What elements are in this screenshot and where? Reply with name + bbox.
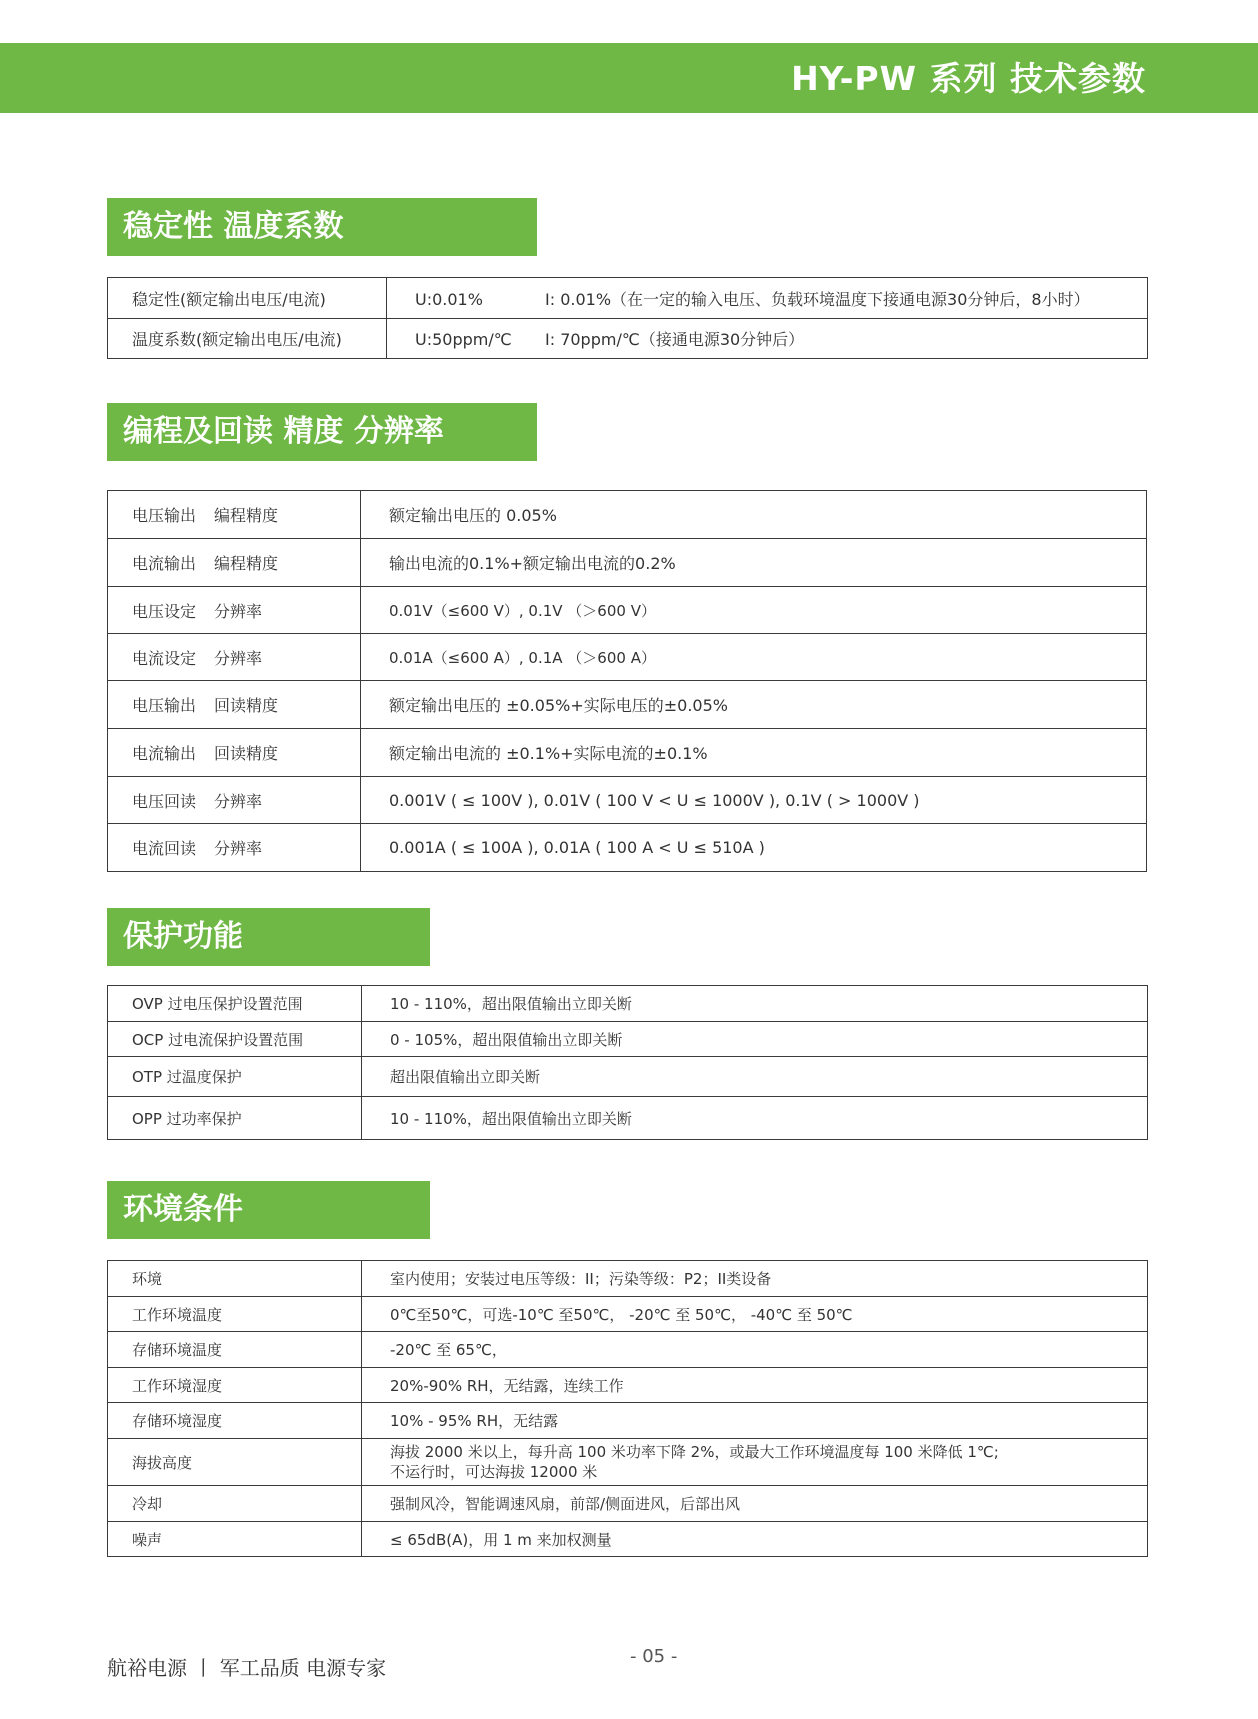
table-row [108,1022,1148,1057]
table-row [108,1297,1148,1332]
protection-label: OVP 过电压保护设置范围 [108,986,362,1022]
protection-label: OCP 过电流保护设置范围 [108,1022,362,1057]
protection-value: 10 - 110%，超出限值输出立即关断 [362,986,1148,1022]
prog-value: 0.001A ( ≤ 100A ), 0.01A ( 100 A < U ≤ 510A ) [361,824,1147,872]
env-label: 工作环境湿度 [108,1368,362,1403]
env-value: 10% - 95% RH，无结露 [362,1403,1148,1439]
env-label: 冷却 [108,1486,362,1522]
table-row [108,1097,1148,1140]
environment-table [107,1260,1148,1557]
env-value-line: 不运行时，可达海拔 12000 米 [390,1463,598,1481]
env-label: 工作环境温度 [108,1297,362,1332]
prog-label: 电流设定 分辨率 [108,634,361,681]
table-row [108,539,1147,587]
table-row [108,634,1147,681]
prog-label: 电压输出 回读精度 [108,681,361,729]
env-value: 室内使用；安装过电压等级：II；污染等级：P2；II类设备 [362,1261,1148,1297]
env-label: 海拔高度 [108,1439,362,1486]
env-value: 强制风冷，智能调速风扇，前部/侧面进风，后部出风 [362,1486,1148,1522]
protection-label: OPP 过功率保护 [108,1097,362,1140]
page-number: - 05 - [630,1646,678,1667]
prog-value: 额定输出电压的 0.05% [361,491,1147,539]
env-value: -20℃ 至 65℃， [362,1332,1148,1368]
stability-table [107,277,1148,359]
programming-table [107,490,1147,872]
table-row [108,1332,1148,1368]
section-heading-environment: 环境条件 [107,1181,430,1239]
section-heading-protection: 保护功能 [107,908,430,966]
env-value-line: 海拔 2000 米以上，每升高 100 米功率下降 2%，或最大工作环境温度每 100 米降低 1℃; [390,1443,999,1461]
env-label: 存储环境温度 [108,1332,362,1368]
table-row [108,1261,1148,1297]
temp-coef-i: I: 70ppm/℃（接通电源30分钟后） [545,330,805,349]
prog-value: 输出电流的0.1%+额定输出电流的0.2% [361,539,1147,587]
stability-i: I: 0.01%（在一定的输入电压、负载环境温度下接通电源30分钟后，8小时） [545,289,1090,309]
protection-value: 超出限值输出立即关断 [362,1057,1148,1097]
prog-label: 电流输出 回读精度 [108,729,361,777]
page-title: HY-PW 系列 技术参数 [791,59,1146,98]
temp-coef-label: 温度系数(额定输出电压/电流) [108,319,387,359]
table-row [108,587,1147,634]
prog-label: 电压设定 分辨率 [108,587,361,634]
prog-label: 电压输出 编程精度 [108,491,361,539]
prog-value: 额定输出电压的 ±0.05%+实际电压的±0.05% [361,681,1147,729]
section-heading-stability: 稳定性 温度系数 [107,198,537,256]
stability-u: U:0.01% [415,289,483,309]
env-label: 存储环境湿度 [108,1403,362,1439]
table-row [108,681,1147,729]
table-row [108,319,1148,359]
table-row [108,729,1147,777]
table-row [108,777,1147,824]
env-value [362,1439,1148,1486]
table-row [108,1057,1148,1097]
env-value: 20%-90% RH，无结露，连续工作 [362,1368,1148,1403]
protection-table [107,985,1148,1140]
prog-value: 额定输出电流的 ±0.1%+实际电流的±0.1% [361,729,1147,777]
env-value: ≤ 65dB(A)，用 1 m 来加权测量 [362,1522,1148,1557]
table-row [108,1439,1148,1486]
table-row [108,824,1147,872]
temp-coef-value [387,319,1148,359]
table-row [108,278,1148,319]
table-row [108,1403,1148,1439]
stability-value [387,278,1148,319]
protection-value: 10 - 110%，超出限值输出立即关断 [362,1097,1148,1140]
env-value: 0℃至50℃，可选-10℃ 至50℃， -20℃ 至 50℃， -40℃ 至 50℃ [362,1297,1148,1332]
prog-value: 0.01A（≤600 A）, 0.1A （＞600 A） [361,634,1147,681]
prog-label: 电压回读 分辨率 [108,777,361,824]
table-row [108,986,1148,1022]
stability-label: 稳定性(额定输出电压/电流) [108,278,387,319]
prog-label: 电流输出 编程精度 [108,539,361,587]
env-label: 环境 [108,1261,362,1297]
footer-brand: 航裕电源 丨 军工品质 电源专家 [107,1656,387,1680]
section-heading-programming: 编程及回读 精度 分辨率 [107,403,537,461]
table-row [108,1368,1148,1403]
prog-value: 0.001V ( ≤ 100V ), 0.01V ( 100 V < U ≤ 1000V ), 0.1V ( > 1000V ) [361,777,1147,824]
temp-coef-u: U:50ppm/℃ [415,330,512,349]
table-row [108,491,1147,539]
prog-value: 0.01V（≤600 V）, 0.1V （＞600 V） [361,587,1147,634]
protection-value: 0 - 105%，超出限值输出立即关断 [362,1022,1148,1057]
protection-label: OTP 过温度保护 [108,1057,362,1097]
header-bar [0,43,1258,113]
prog-label: 电流回读 分辨率 [108,824,361,872]
table-row [108,1522,1148,1557]
table-row [108,1486,1148,1522]
env-label: 噪声 [108,1522,362,1557]
